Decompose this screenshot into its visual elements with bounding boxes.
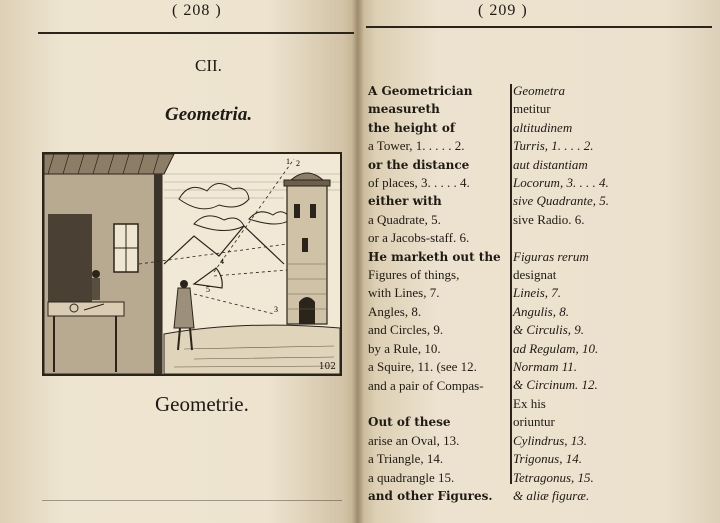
latin-text-line: Ex his (513, 395, 546, 411)
latin-text-line: Trigonus, 14. (513, 451, 582, 467)
latin-text-line: Angulis, 8. (513, 303, 569, 319)
figure-label-1: 1 (286, 157, 290, 166)
latin-text-line: Figuras rerum (513, 248, 589, 264)
chapter-number: CII. (195, 56, 222, 75)
latin-text-line: Turris, 1. . . . 2. (513, 138, 594, 154)
latin-text-line: metitur (513, 101, 551, 117)
english-text-line: of places, 3. . . . . 4. (368, 175, 470, 191)
english-text-line: or a Jacobs-staff. 6. (368, 230, 470, 246)
figure-label-4: 4 (220, 257, 224, 266)
english-text-line: a Squire, 11. (see 12. (368, 359, 477, 375)
english-text-line: and a pair of Compas- (368, 377, 484, 393)
page-caption: Geometrie. (155, 392, 249, 416)
right-page-number: ( 209 ) (478, 2, 528, 19)
english-text-line: arise an Oval, 13. (368, 432, 460, 448)
latin-text-line: aut distantiam (513, 156, 588, 172)
left-page-number: ( 208 ) (172, 2, 222, 19)
column-divider (510, 84, 512, 484)
engraving-illustration (44, 154, 340, 374)
book-gutter (352, 0, 364, 523)
latin-text-line: designat (513, 267, 557, 283)
latin-text-line: Normam 11. (513, 359, 578, 375)
english-text-line: with Lines, 7. (368, 285, 440, 301)
figure-label-3: 3 (274, 305, 278, 314)
english-text-line: the height of (368, 120, 455, 135)
english-text-line: and other Figures. (368, 488, 493, 503)
latin-text-line: & Circulis, 9. (513, 322, 585, 338)
plate-number: 102 (318, 362, 336, 372)
latin-text-line: ad Regulam, 10. (513, 340, 599, 356)
english-text-line: a quadrangle 15. (368, 469, 455, 485)
english-text-line: He marketh out the (368, 249, 501, 264)
english-text-line: a Tower, 1. . . . . 2. (368, 138, 465, 154)
english-text-line: A Geometrician (368, 84, 473, 98)
english-text-line (368, 395, 508, 413)
figure-label-5: 5 (206, 285, 210, 294)
english-text-column (368, 82, 508, 505)
english-text-line: Figures of things, (368, 267, 460, 283)
latin-text-line: & aliæ figuræ. (513, 487, 590, 503)
latin-text-column (513, 82, 673, 505)
page-title-latin: Geometria. (165, 104, 253, 125)
latin-text-line: Cylindrus, 13. (513, 432, 588, 448)
right-header-rule (366, 26, 712, 28)
left-header-rule (38, 32, 354, 34)
english-text-line: measureth (368, 102, 440, 117)
english-text-line: Angles, 8. (368, 303, 422, 319)
latin-text-line: sive Radio. 6. (513, 211, 585, 227)
english-text-line: either with (368, 194, 442, 209)
geometry-engraving (42, 152, 342, 376)
english-text-line: and Circles, 9. (368, 322, 444, 338)
english-text-line: Out of these (368, 415, 451, 430)
latin-text-line: Lineis, 7. (513, 285, 562, 301)
english-text-line: by a Rule, 10. (368, 340, 441, 356)
latin-text-line: sive Quadrante, 5. (513, 193, 610, 209)
latin-text-line: altitudinem (513, 119, 573, 135)
english-text-line: a Triangle, 14. (368, 451, 444, 467)
left-bottom-rule (42, 500, 342, 501)
latin-text-line (513, 229, 673, 247)
left-page (0, 0, 358, 523)
latin-text-line: & Circinum. 12. (513, 377, 598, 393)
latin-text-line: oriuntur (513, 414, 555, 430)
latin-text-line: Tetragonus, 15. (513, 469, 594, 485)
latin-text-line: Locorum, 3. . . . 4. (513, 175, 609, 191)
english-text-line: or the distance (368, 157, 470, 172)
english-text-line: a Quadrate, 5. (368, 211, 441, 227)
latin-text-line: Geometra (513, 83, 565, 98)
figure-label-2: 2 (296, 159, 300, 168)
